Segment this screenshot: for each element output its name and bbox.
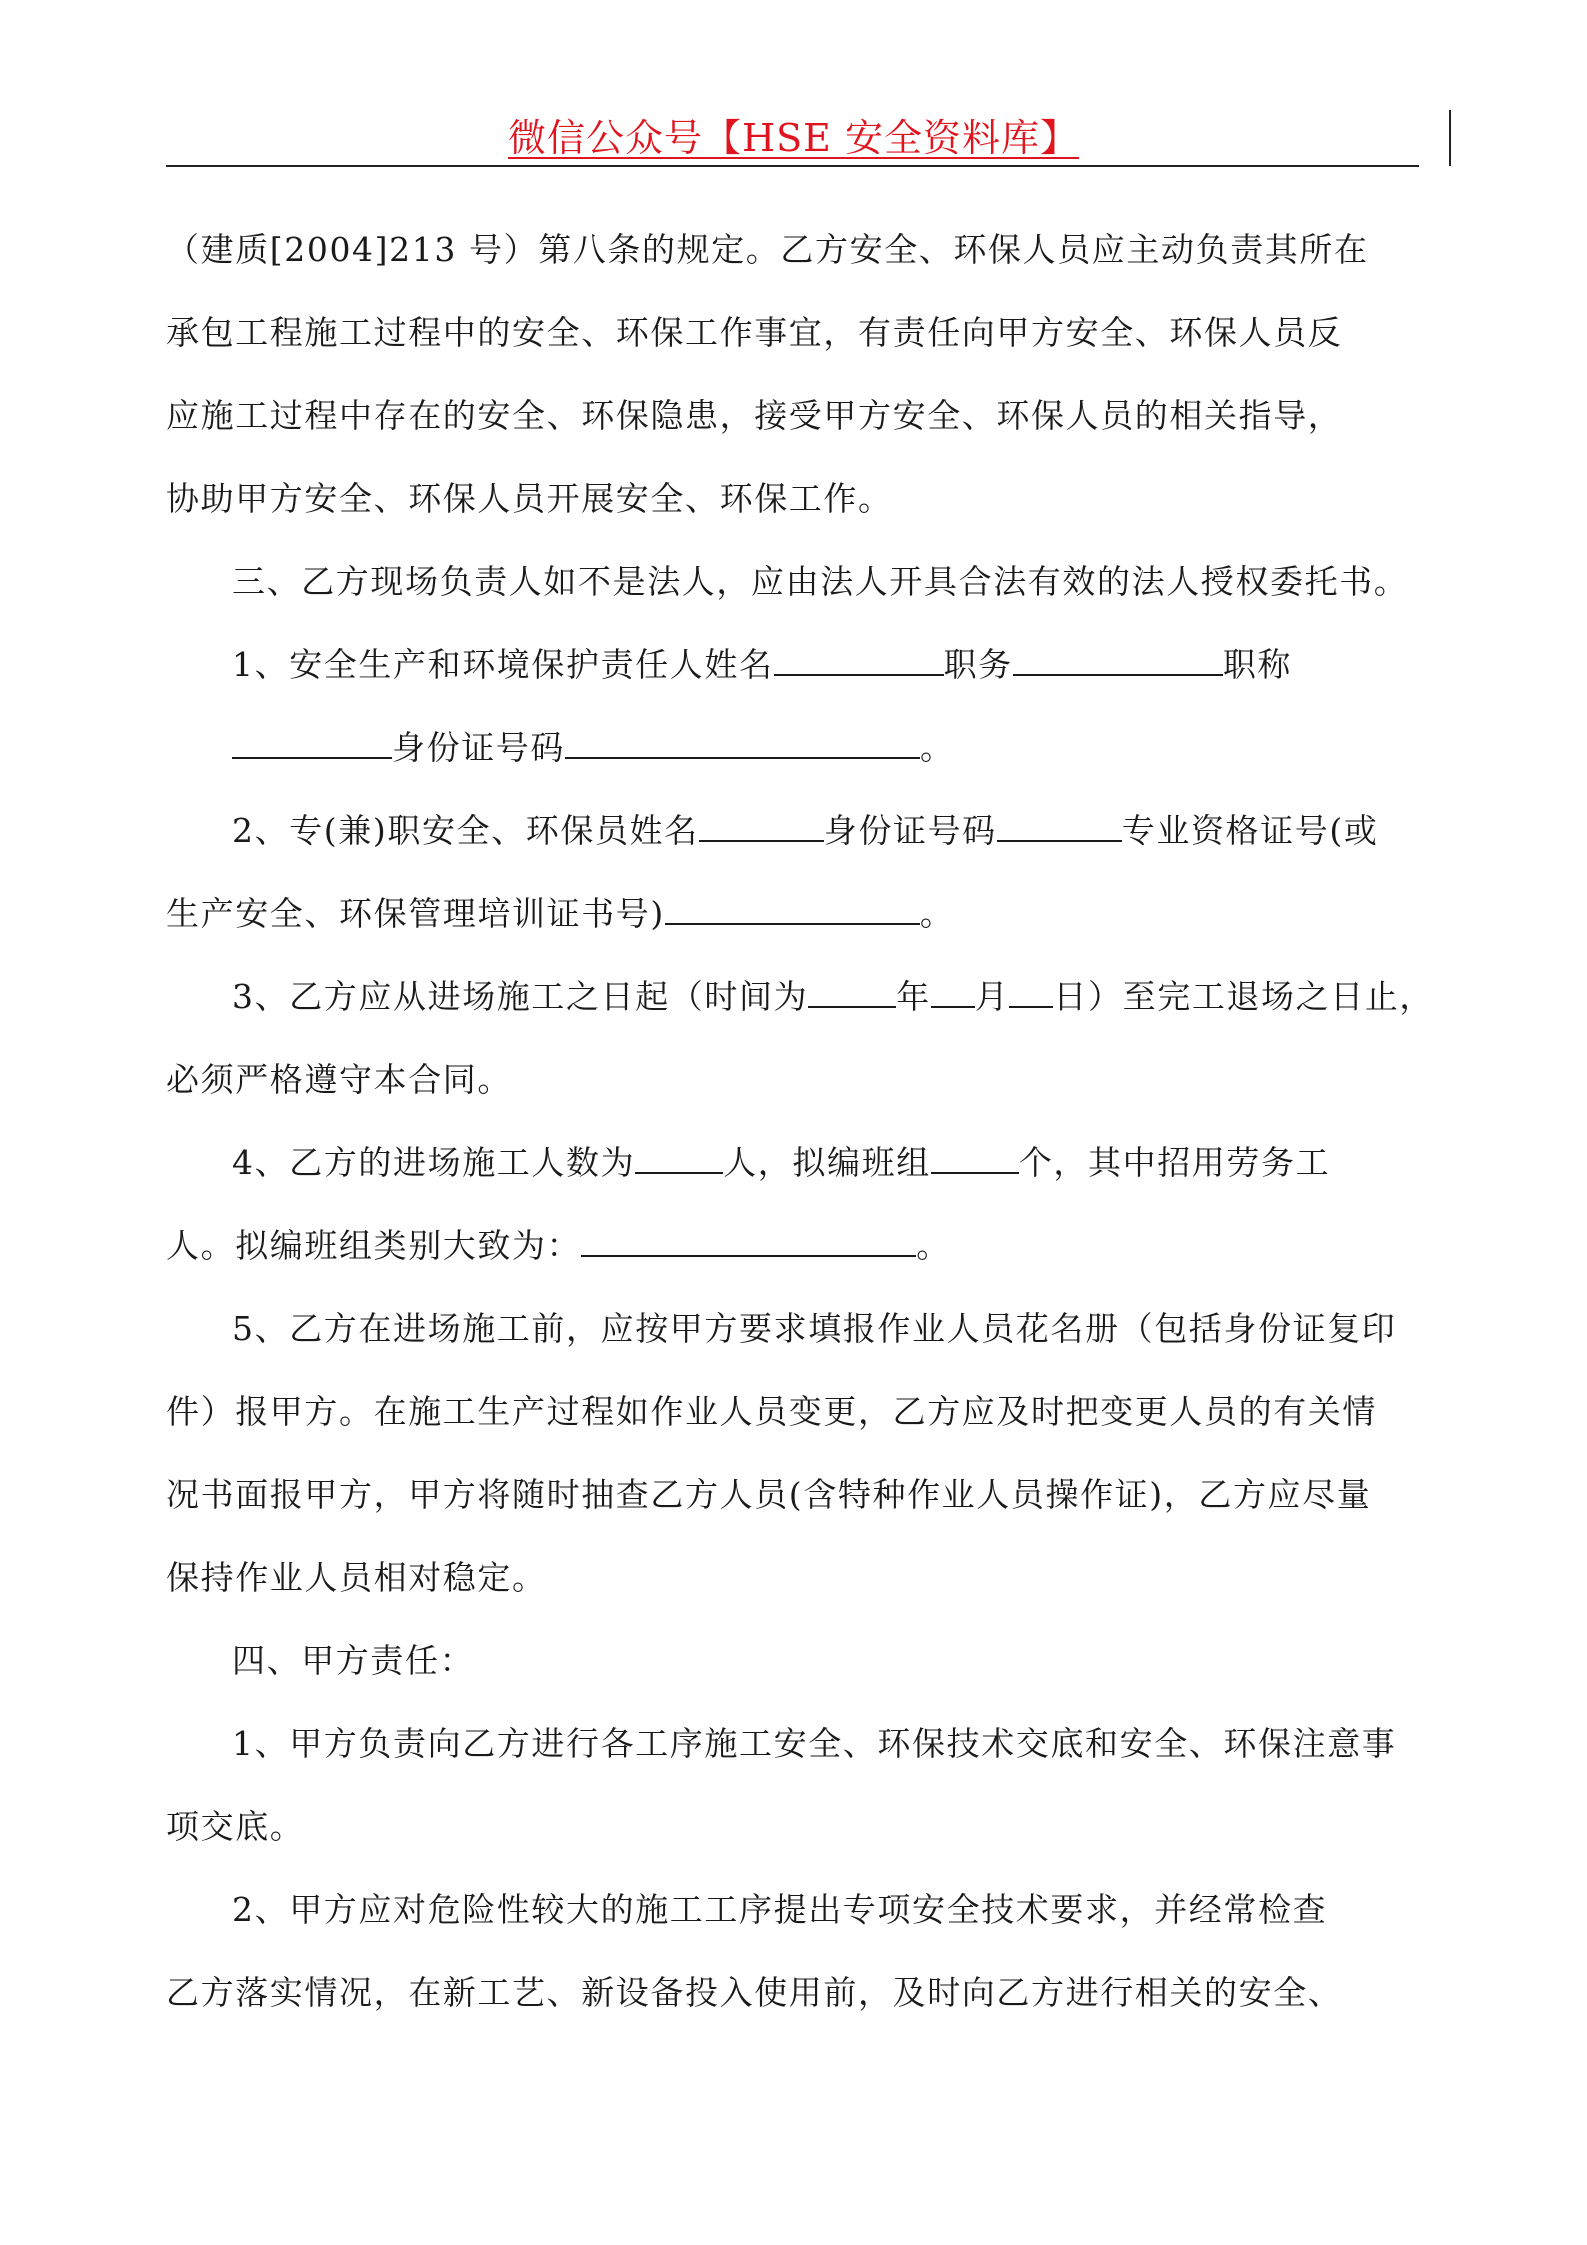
- label-id-number: 身份证号码: [823, 811, 997, 850]
- label-team-count: 人，拟编班组: [723, 1143, 931, 1182]
- header-title: 微信公众号【HSE 安全资料库】: [508, 116, 1079, 160]
- document-body: [166, 208, 1435, 2034]
- blank-field[interactable]: [997, 814, 1122, 842]
- label-title: 职称: [1222, 645, 1293, 684]
- label-id-number: 身份证号码: [392, 728, 565, 767]
- label-year: 年: [896, 977, 931, 1016]
- blank-field[interactable]: [1009, 980, 1053, 1008]
- paragraph-line: （建质[2004]213 号）第八条的规定。乙方安全、环保人员应主动负责其所在: [166, 230, 1369, 269]
- workforce-line: [166, 1121, 1419, 1204]
- margin-bar: [1449, 110, 1451, 166]
- line-end-mark: 。: [919, 894, 955, 933]
- paragraph-line: 2、甲方应对危险性较大的施工工序提出专项安全技术要求，并经常检查: [232, 1890, 1328, 1929]
- label-month: 月: [974, 977, 1010, 1016]
- header-divider: [166, 165, 1419, 167]
- blank-field[interactable]: [931, 1146, 1019, 1174]
- paragraph-line: 况书面报甲方，甲方将随时抽查乙方人员(含特种作业人员操作证)，乙方应尽量: [166, 1475, 1372, 1514]
- responsible-person-line: [166, 623, 1419, 706]
- paragraph-line: 1、甲方负责向乙方进行各工序施工安全、环保技术交底和安全、环保注意事: [232, 1724, 1397, 1763]
- blank-field[interactable]: [665, 897, 920, 925]
- label-worker-count: 4、乙方的进场施工人数为: [232, 1143, 636, 1182]
- label-officer-name: 2、专(兼)职安全、环保员姓名: [232, 811, 699, 850]
- blank-field[interactable]: [931, 980, 975, 1008]
- paragraph-line: 承包工程施工过程中的安全、环保工作事宜，有责任向甲方安全、环保人员反: [166, 313, 1343, 352]
- paragraph-line: 件）报甲方。在施工生产过程如作业人员变更，乙方应及时把变更人员的有关情: [166, 1392, 1377, 1431]
- paragraph-line: 保持作业人员相对稳定。: [166, 1558, 547, 1597]
- blank-field[interactable]: [581, 1229, 916, 1257]
- safety-officer-line: [166, 789, 1419, 872]
- paragraph-line: 必须严格遵守本合同。: [166, 1060, 512, 1099]
- label-team-category: 人。拟编班组类别大致为：: [166, 1226, 582, 1265]
- label-day: 日）至完工退场之日止，: [1053, 977, 1435, 1016]
- paragraph-line: 乙方落实情况，在新工艺、新设备投入使用前，及时向乙方进行相关的安全、: [166, 1973, 1343, 2012]
- blank-field[interactable]: [774, 648, 944, 676]
- label-position: 职务: [943, 645, 1013, 684]
- section-four-heading: 四、甲方责任：: [232, 1641, 475, 1680]
- blank-field[interactable]: [232, 731, 392, 759]
- paragraph-line: 项交底。: [166, 1807, 305, 1846]
- label-responsible-name: 1、安全生产和环境保护责任人姓名: [232, 645, 774, 684]
- paragraph-line: 5、乙方在进场施工前，应按甲方要求填报作业人员花名册（包括身份证复印: [232, 1309, 1397, 1348]
- blank-field[interactable]: [565, 731, 920, 759]
- label-entry-time: 3、乙方应从进场施工之日起（时间为: [232, 977, 809, 1016]
- line-end-mark: 。: [920, 728, 955, 767]
- label-qualification: 专业资格证号(或: [1121, 811, 1379, 850]
- section-three-heading: 三、乙方现场负责人如不是法人，应由法人开具合法有效的法人授权委托书。: [232, 562, 1409, 601]
- training-cert-line: [166, 872, 1419, 955]
- label-training-cert: 生产安全、环保管理培训证书号): [166, 894, 665, 933]
- paragraph-line: 协助甲方安全、环保人员开展安全、环保工作。: [166, 479, 893, 518]
- entry-date-line: [166, 955, 1435, 1038]
- blank-field[interactable]: [699, 814, 824, 842]
- blank-field[interactable]: [808, 980, 896, 1008]
- line-end-mark: 。: [916, 1226, 951, 1265]
- label-labor: 个，其中招用劳务工: [1018, 1143, 1331, 1182]
- blank-field[interactable]: [1013, 648, 1223, 676]
- page-header: [0, 112, 1587, 164]
- team-category-line: [166, 1204, 1419, 1287]
- paragraph-line: 应施工过程中存在的安全、环保隐患，接受甲方安全、环保人员的相关指导，: [166, 396, 1343, 435]
- blank-field[interactable]: [635, 1146, 723, 1174]
- id-number-line: [166, 706, 1419, 789]
